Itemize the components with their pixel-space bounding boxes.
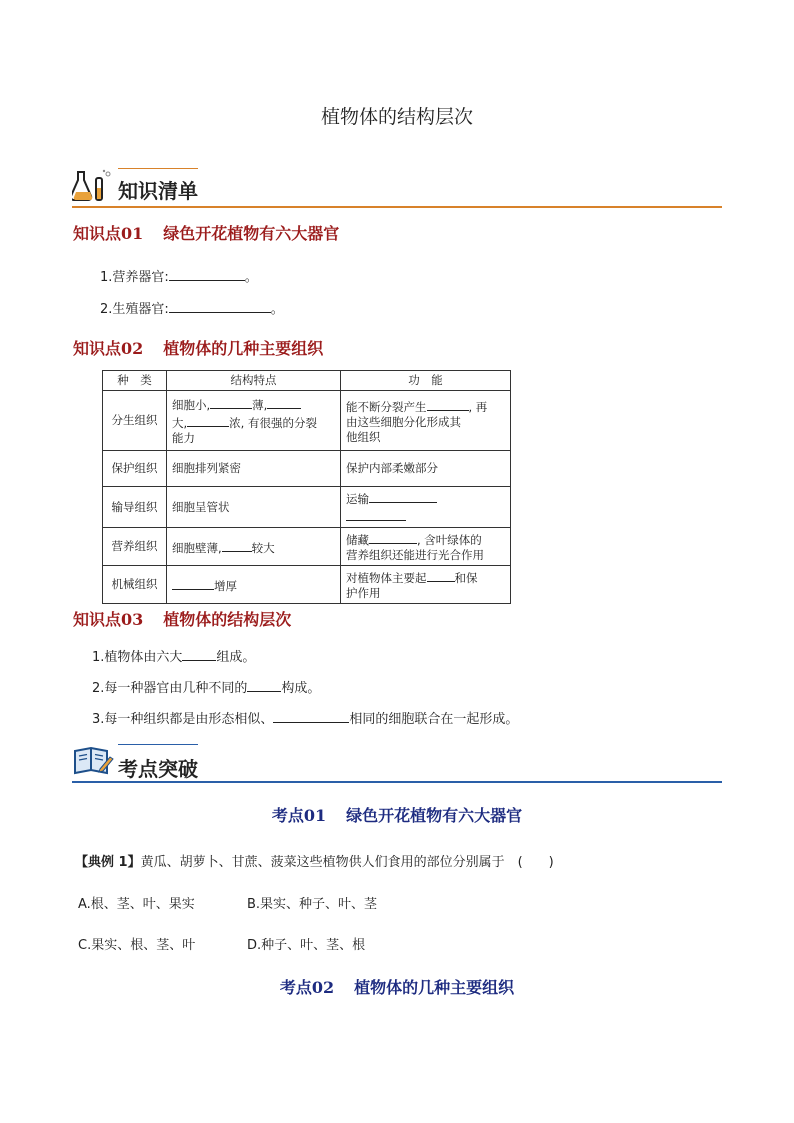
table-header: 种 类 [103,371,167,391]
knowledge-point-2-heading [73,336,323,359]
section-rule [72,781,722,783]
answer-blank[interactable] [267,395,301,409]
section-header-breakthrough [72,742,722,782]
example-question-stem [75,851,554,870]
answer-blank[interactable] [169,267,245,281]
table-row [103,391,511,451]
tissue-structure: 细胞壁薄, 较大 [167,528,341,566]
kd-number: 考点01 [271,806,327,825]
tissue-kind: 机械组织 [103,566,167,604]
section-title: 考点突破 [118,757,198,781]
option-b: B.果实、种子、叶、茎 [247,897,378,912]
tissue-kind: 营养组织 [103,528,167,566]
answer-blank[interactable] [182,647,216,661]
kp1-item-2: 2.生殖器官: 。 [100,298,284,317]
tissue-function: 运输 [341,487,511,528]
answer-blank[interactable] [369,530,417,544]
section-accent-line [118,744,198,745]
section-header-knowledge [72,166,722,206]
exam-point-1-heading [0,803,794,826]
answer-blank[interactable] [273,709,349,723]
section-accent-line [118,168,198,169]
book-icon [72,745,114,783]
tissue-function: 对植物体主要起 和保 护作用 [341,566,511,604]
kd-title: 植物体的几种主要组织 [354,978,515,997]
kp-number: 知识点01 [73,224,144,243]
kp-title: 绿色开花植物有六大器官 [163,224,340,243]
exam-point-2-heading [0,975,794,998]
answer-blank[interactable] [427,568,455,582]
kp-title: 植物体的几种主要组织 [163,339,324,358]
kd-title: 绿色开花植物有六大器官 [346,806,523,825]
kp-number: 知识点02 [73,339,144,358]
section-title: 知识清单 [118,179,198,203]
kp-number: 知识点03 [73,610,144,629]
tissue-function: 储藏 , 含叶绿体的 营养组织还能进行光合作用 [341,528,511,566]
answer-blank[interactable] [427,397,469,411]
kd-number: 考点02 [279,978,335,997]
kp1-item-1: 1.营养器官: 。 [100,266,258,285]
kp3-item-1: 1.植物体由六大 组成。 [92,646,255,665]
section-rule [72,206,722,208]
answer-blank[interactable] [172,576,214,590]
kp3-item-3: 3.每一种组织都是由形态相似、 相同的细胞联合在一起形成。 [92,708,518,727]
kp-title: 植物体的结构层次 [163,610,292,629]
kp3-item-2: 2.每一种器官由几种不同的 构成。 [92,677,320,696]
answer-blank[interactable] [187,413,229,427]
tissue-structure: 细胞呈管状 [167,487,341,528]
tissue-kind: 输导组织 [103,487,167,528]
tissue-structure: 增厚 [167,566,341,604]
table-row [103,566,511,604]
answer-blank[interactable] [210,395,252,409]
tissue-kind: 保护组织 [103,451,167,487]
page-title: 植物体的结构层次 [320,106,473,128]
tissue-kind: 分生组织 [103,391,167,451]
flask-icon [72,168,114,208]
option-c: C.果实、根、茎、叶 [78,938,196,953]
knowledge-point-1-heading [73,221,339,244]
option-d: D.种子、叶、茎、根 [247,938,366,953]
example-tag: 【典例 1】 [75,855,141,870]
answer-blank[interactable] [247,678,281,692]
tissue-structure: 细胞小, 薄, 大, 浓, 有很强的分裂 能力 [167,391,341,451]
answer-blank[interactable] [169,299,271,313]
table-row [103,451,511,487]
tissue-table [102,370,511,604]
example-stem: 黄瓜、胡萝卜、甘蔗、菠菜这些植物供人们食用的部位分别属于 ( ) [140,855,554,870]
option-a: A.根、茎、叶、果实 [78,897,195,912]
table-header: 功 能 [341,371,511,391]
tissue-structure: 细胞排列紧密 [167,451,341,487]
table-header: 结构特点 [167,371,341,391]
answer-blank[interactable] [222,538,252,552]
answer-blank[interactable] [369,489,437,503]
tissue-function: 保护内部柔嫩部分 [341,451,511,487]
answer-blank[interactable] [346,507,406,521]
table-row [103,528,511,566]
tissue-function: 能不断分裂产生 , 再 由这些细胞分化形成其 他组织 [341,391,511,451]
knowledge-point-3-heading [73,607,291,630]
table-row [103,487,511,528]
table-header-row [103,371,511,391]
